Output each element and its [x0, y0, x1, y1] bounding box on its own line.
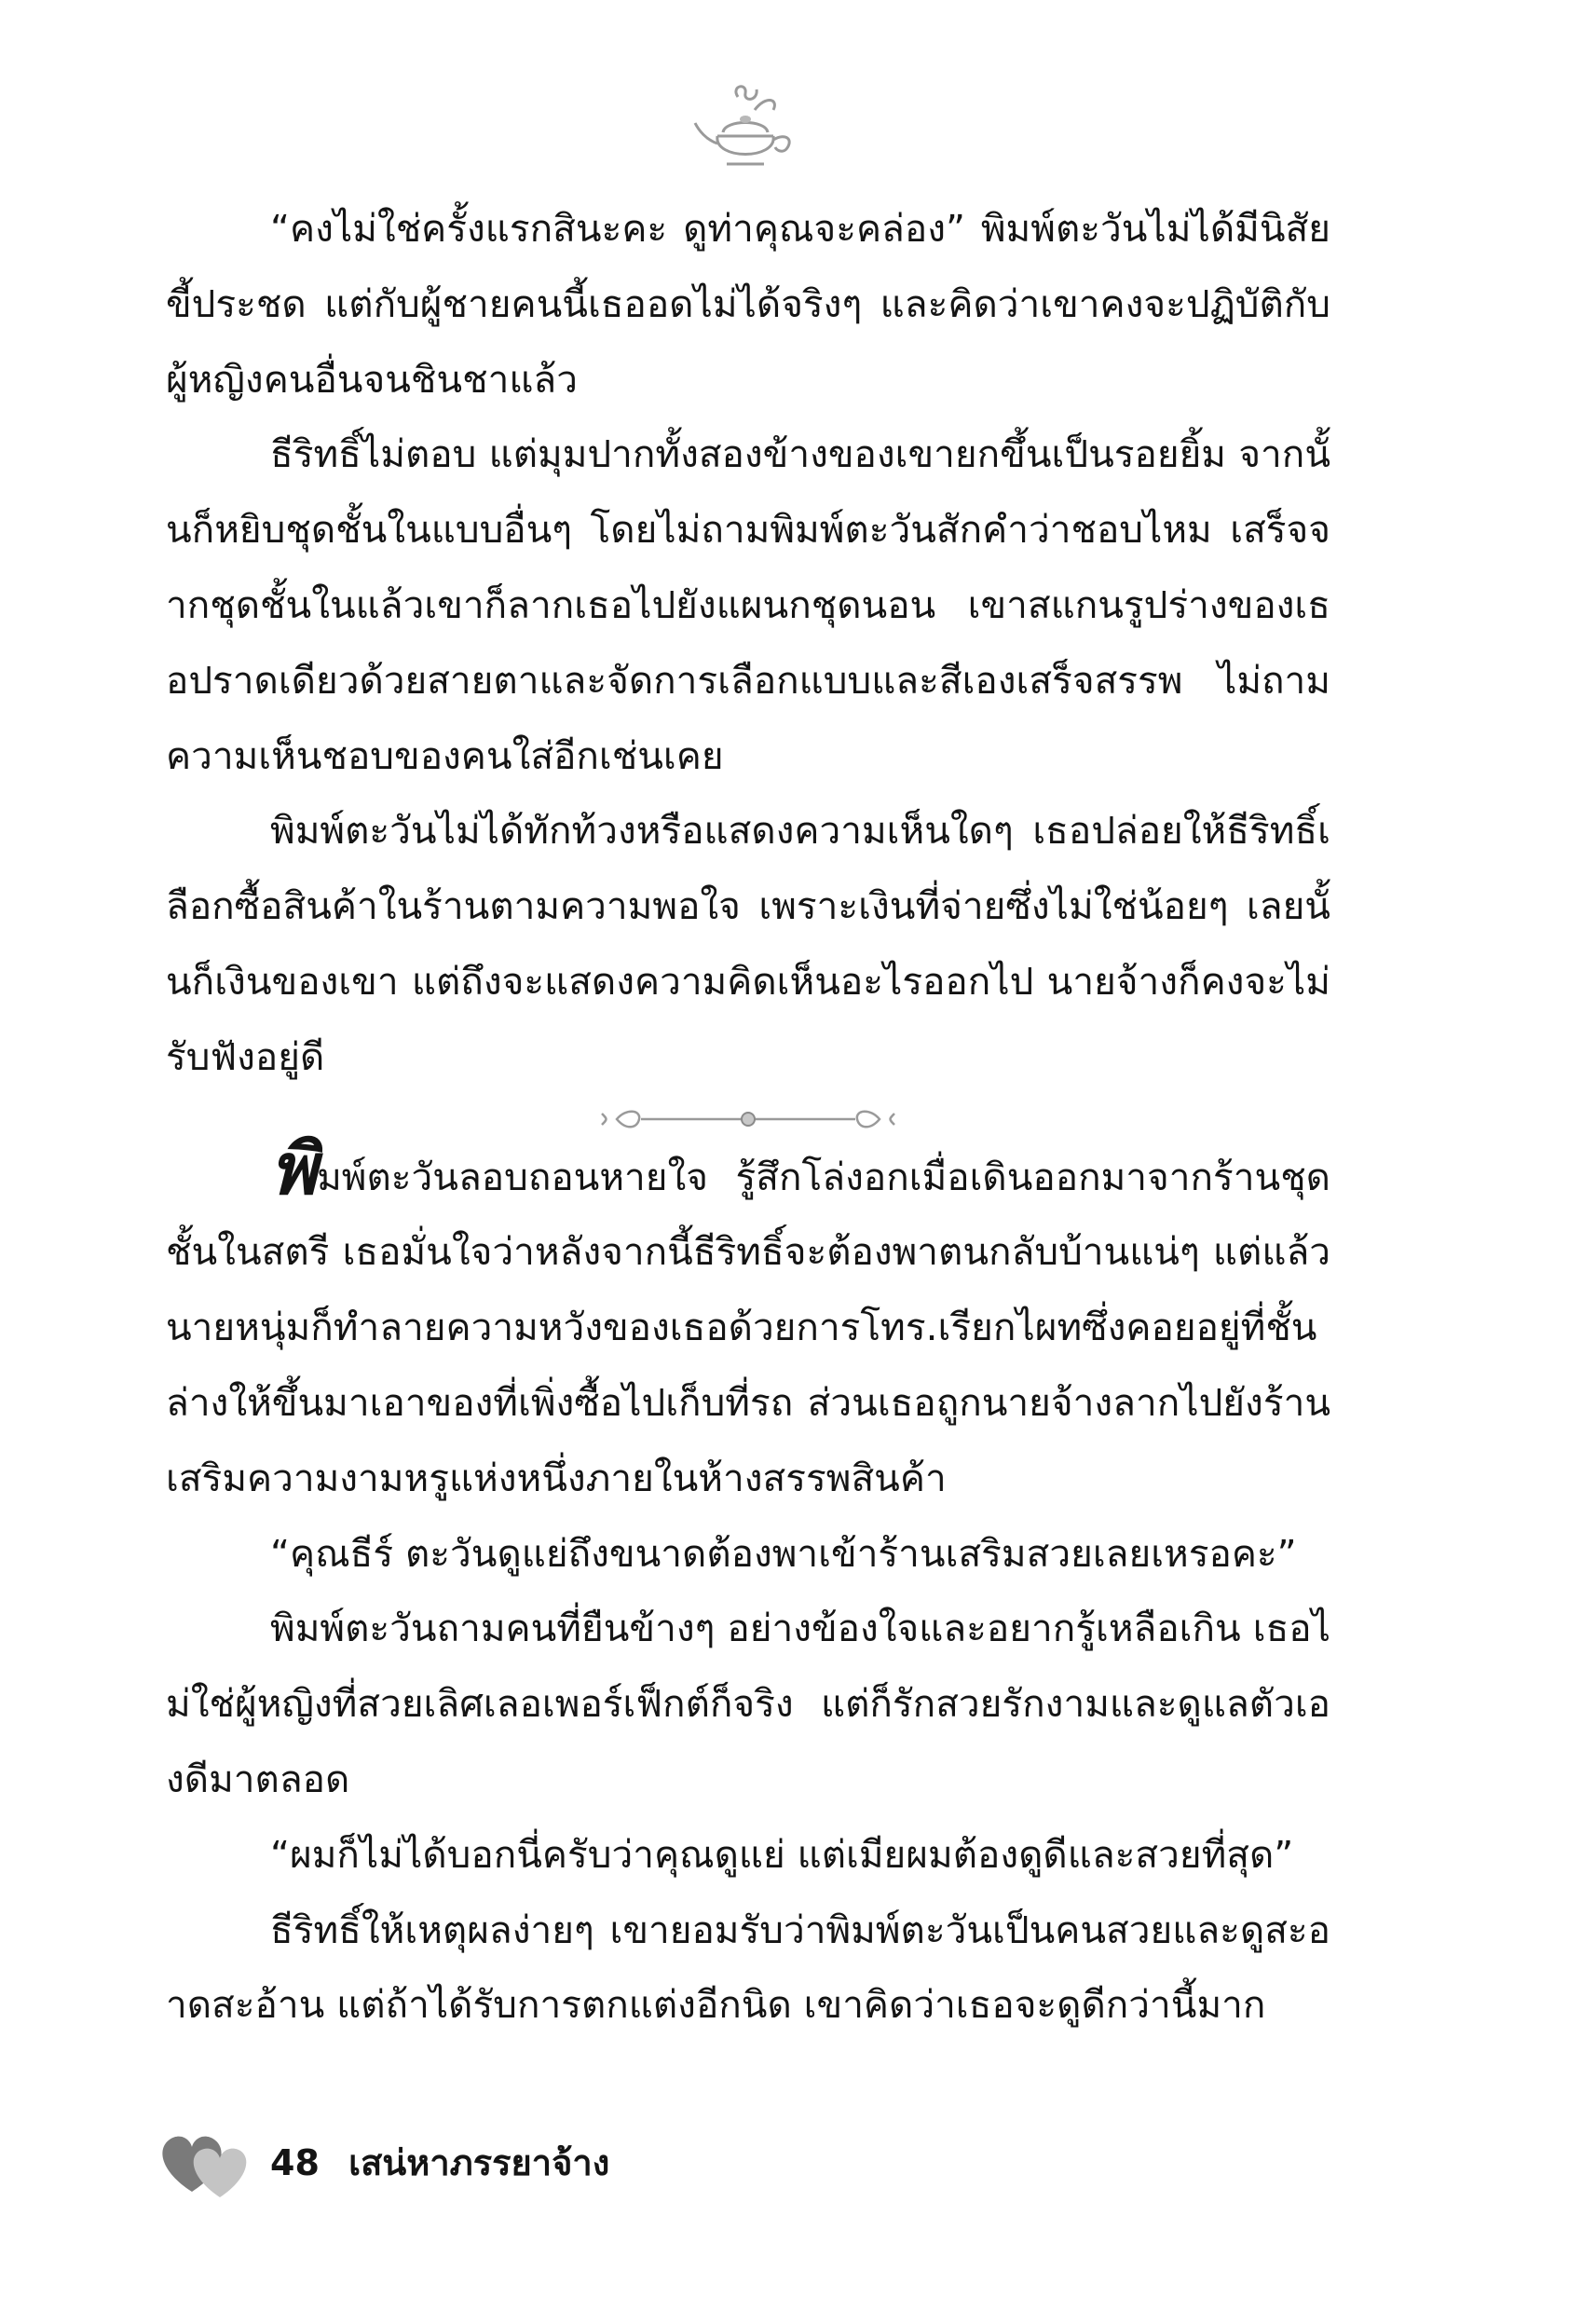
page-footer — [270, 2140, 609, 2186]
section-divider-icon — [594, 1101, 902, 1138]
paragraph-drop-cap — [166, 1127, 1330, 1516]
paragraph: “คุณธีร์ ตะวันดูแย่ถึงขนาดต้องพาเข้าร้านเสริมสวยเลยเหรอคะ” — [270, 1530, 1297, 1576]
teapot-ornament-icon — [689, 82, 801, 185]
running-title: เสน่หาภรรยาจ้าง — [348, 2142, 610, 2183]
paragraph: พิมพ์ตะวันถามคนที่ยืนข้างๆ อย่างข้องใจและอยากรู้เหลือเกิน เธอไม่ใช่ผู้หญิงที่สวยเลิศเลอเพอร์เฟ็กต์ก็จริง แต่ก็รักสวยรักงามและดูแลตัวเองดีมาตลอด — [166, 1606, 1330, 1801]
drop-cap-letter: พิ — [270, 1127, 318, 1210]
chapter-body — [166, 191, 1330, 2043]
hearts-icon — [157, 2126, 259, 2201]
paragraph-rest: มพ์ตะวันลอบถอนหายใจ รู้สึกโล่งอกเมื่อเดินออกมาจากร้านชุดชั้นในสตรี เธอมั่นใจว่าหลังจากนี้ธีริทธิ์จะต้องพาตนกลับบ้านแน่ๆ แต่แล้วนายหนุ่มก็ทำลายความหวังของเธอด้วยการโทร.เรียกไผทซึ่งคอยอยู่ที่ชั้นล่างให้ขึ้นมาเอาของที่เพิ่งซื้อไปเก็บที่รถ ส่วนเธอถูกนายจ้างลากไปยังร้านเสริมความงามหรูแห่งหนึ่งภายในห้างสรรพสินค้า — [166, 1154, 1330, 1500]
paragraph: “ผมก็ไม่ได้บอกนี่ครับว่าคุณดูแย่ แต่เมียผมต้องดูดีและสวยที่สุด” — [270, 1831, 1294, 1877]
paragraph: ธีริทธิ์ให้เหตุผลง่ายๆ เขายอมรับว่าพิมพ์ตะวันเป็นคนสวยและดูสะอาดสะอ้าน แต่ถ้าได้รับการตกแต่งอีกนิด เขาคิดว่าเธอจะดูดีกว่านี้มาก — [166, 1907, 1330, 2028]
paragraph: “คงไม่ใช่ครั้งแรกสินะคะ ดูท่าคุณจะคล่อง” พิมพ์ตะวันไม่ได้มีนิสัยขี้ประชด แต่กับผู้ชายคนนี้เธออดไม่ได้จริงๆ และคิดว่าเขาคงจะปฏิบัติกับผู้หญิงคนอื่นจนชินชาแล้ว — [166, 206, 1330, 402]
paragraph: ธีริทธิ์ไม่ตอบ แต่มุมปากทั้งสองข้างของเขายกขึ้นเป็นรอยยิ้ม จากนั้นก็หยิบชุดชั้นในแบบอื่นๆ โดยไม่ถามพิมพ์ตะวันสักคำว่าชอบไหม เสร็จจากชุดชั้นในแล้วเขาก็ลากเธอไปยังแผนกชุดนอน เขาสแกนรูปร่างของเธอปราดเดียวด้วยสายตาและจัดการเลือกแบบและสีเองเสร็จสรรพ ไม่ถามความเห็นชอบของคนใส่อีกเช่นเคย — [166, 431, 1330, 778]
paragraph: พิมพ์ตะวันไม่ได้ทักท้วงหรือแสดงความเห็นใดๆ เธอปล่อยให้ธีริทธิ์เลือกซื้อสินค้าในร้านตามความพอใจ เพราะเงินที่จ่ายซึ่งไม่ใช่น้อยๆ เลยนั้นก็เงินของเขา แต่ถึงจะแสดงความคิดเห็นอะไรออกไป นายจ้างก็คงจะไม่รับฟังอยู่ดี — [166, 808, 1330, 1079]
page-number: 48 — [270, 2142, 320, 2183]
